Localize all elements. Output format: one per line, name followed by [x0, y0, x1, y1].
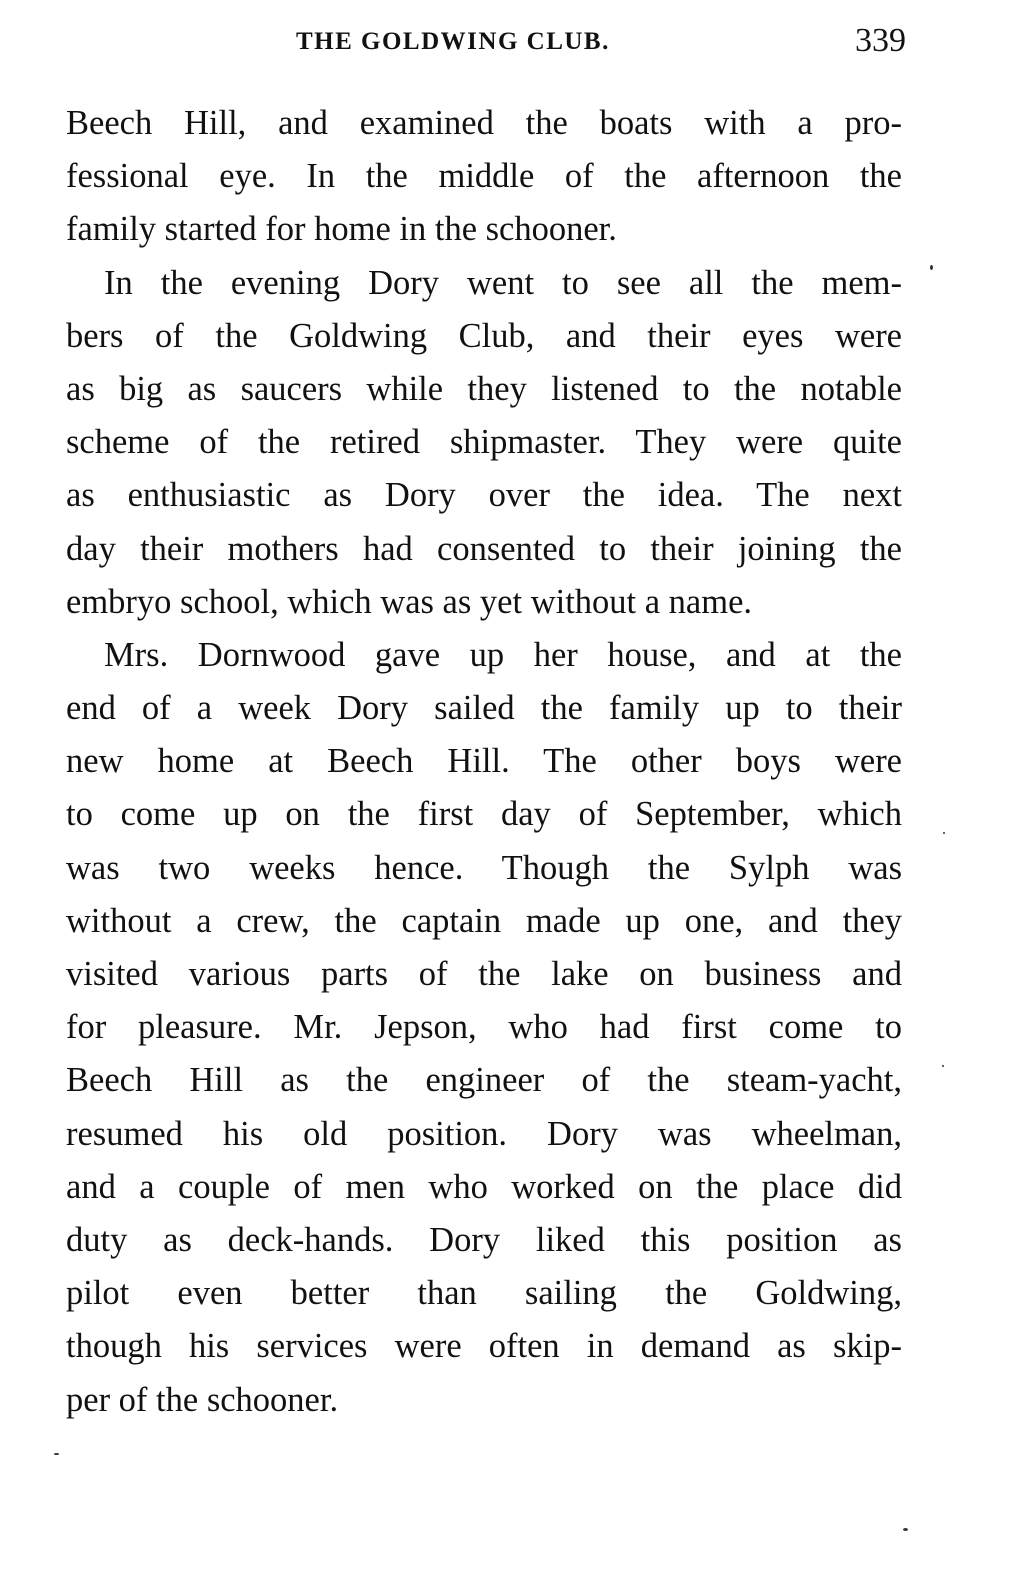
text-line: as big as saucers while they listened to the notable — [66, 369, 902, 408]
text-line: without a crew, the captain made up one, and they — [66, 901, 902, 940]
text-line: bers of the Goldwing Club, and their eyes were — [66, 316, 902, 355]
text-line: Beech Hill, and examined the boats with a pro- — [66, 104, 902, 142]
running-head — [66, 22, 906, 62]
text-line: fessional eye. In the middle of the afternoon the — [66, 157, 902, 196]
text-line: Mrs. Dornwood gave up her house, and at the — [104, 635, 902, 674]
text-line: visited various parts of the lake on business and — [66, 955, 902, 993]
text-line: In the evening Dory went to see all the mem- — [104, 263, 902, 302]
text-line: pilot even better than sailing the Goldwing, — [66, 1274, 902, 1313]
body-text — [66, 97, 902, 1427]
paragraph-2 — [66, 257, 902, 629]
text-line: though his services were often in demand as skip- — [66, 1327, 902, 1366]
scan-speck — [930, 265, 933, 270]
text-line: embryo school, which was as yet without a name. — [66, 582, 753, 621]
text-line: scheme of the retired shipmaster. They were quite — [66, 423, 902, 462]
text-line: for pleasure. Mr. Jepson, who had first come to — [66, 1008, 902, 1047]
page-number: 339 — [855, 22, 906, 59]
scan-speck — [903, 1528, 908, 1531]
running-title: THE GOLDWING CLUB. — [296, 28, 610, 55]
scan-speck — [943, 832, 945, 834]
text-line: per of the schooner. — [66, 1380, 339, 1419]
text-line: resumed his old position. Dory was wheelman, — [66, 1114, 902, 1153]
text-line: family started for home in the schooner. — [66, 210, 617, 249]
paragraph-3 — [66, 629, 902, 1427]
text-line: end of a week Dory sailed the family up to their — [66, 689, 902, 728]
scan-speck — [54, 1453, 59, 1455]
text-line: and a couple of men who worked on the place did — [66, 1167, 902, 1206]
text-line: new home at Beech Hill. The other boys were — [66, 742, 902, 781]
paragraph-1 — [66, 97, 902, 257]
text-line: Beech Hill as the engineer of the steam-yacht, — [66, 1061, 902, 1100]
text-line: as enthusiastic as Dory over the idea. The next — [66, 476, 902, 515]
text-line: duty as deck-hands. Dory liked this position as — [66, 1220, 902, 1259]
text-line: day their mothers had consented to their joining the — [66, 529, 902, 568]
text-line: to come up on the first day of September, which — [66, 795, 902, 834]
text-line: was two weeks hence. Though the Sylph was — [66, 848, 902, 887]
scan-speck — [942, 1065, 944, 1067]
